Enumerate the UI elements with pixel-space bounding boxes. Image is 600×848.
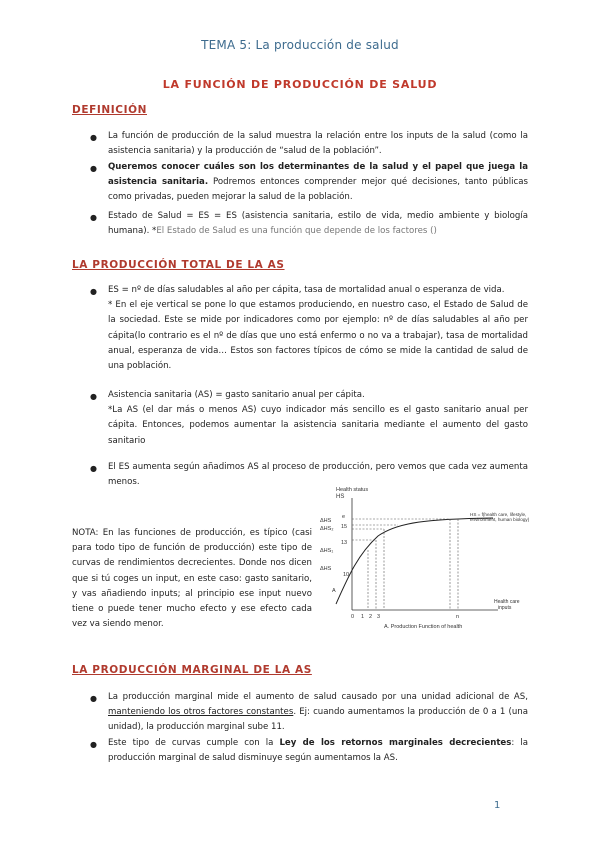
page-number: 1 xyxy=(494,800,501,811)
bullet: ● xyxy=(90,164,97,173)
marginal-paragraph-1 xyxy=(108,690,528,736)
total-p1-definition: ES = nº de días saludables al año per cápita, tasa de mortalidad anual o esperanza de vida. xyxy=(108,285,505,295)
marginal-p2-end: : la producción marginal de salud disminuye según aumentamos la AS. xyxy=(108,738,528,764)
total-p2-explanation: *La AS (el dar más o menos AS) cuyo indicador más sencillo es el gasto sanitario anual per cápita. Entonces, podemos aumentar la asistencia sanitaria mediante el aumento del gasto sanitario xyxy=(108,405,528,446)
def-p2-bold: Queremos conocer cuáles son los determinantes de la salud y el papel que juega la asistencia sanitaria. xyxy=(108,162,528,188)
marginal-p1-end: . Ej: cuando aumentamos la producción de 0 a 1 (una unidad), la producción marginal sube 11. xyxy=(108,707,529,733)
y-label: ΔHS₁ xyxy=(320,548,334,554)
def-p3-note: El Estado de Salud es una función que depende de los factores () xyxy=(156,226,437,237)
section-produccion-marginal: LA PRODUCCIÓN MARGINAL DE LA AS xyxy=(72,664,312,676)
section-produccion-total: LA PRODUCCIÓN TOTAL DE LA AS xyxy=(72,259,285,271)
x-label: n xyxy=(456,614,460,620)
total-paragraph-3: El ES aumenta según añadimos AS al proceso de producción, pero vemos que cada vez aumenta menos. xyxy=(108,462,528,488)
x-label: 0 xyxy=(351,614,355,620)
x-label: 2 xyxy=(369,614,373,620)
marginal-p2-start: Este tipo de curvas cumple con la xyxy=(108,738,280,748)
document-title: LA FUNCIÓN DE PRODUCCIÓN DE SALUD xyxy=(162,78,438,91)
bullet: ● xyxy=(90,213,97,222)
graph-x-title-2: inputs xyxy=(498,605,512,611)
graph-y-title-2: HS xyxy=(336,494,345,500)
section-definicion: DEFINICIÓN xyxy=(72,104,147,116)
def-paragraph-1: La función de producción de la salud muestra la relación entre los inputs de la salud (como la asistencia sanitaria) y la producción de “salud de la población”. xyxy=(108,131,528,157)
bullet: ● xyxy=(90,464,97,473)
curve-label: HS = f(health care, lifestyle, environment, human biology) xyxy=(470,512,530,523)
bullet: ● xyxy=(90,740,97,749)
bullet: ● xyxy=(90,287,97,296)
y-label: ΔHS xyxy=(320,566,332,572)
total-paragraph-2 xyxy=(108,388,528,449)
y-label: ΔHS xyxy=(320,518,332,524)
y-label: e xyxy=(342,514,346,520)
total-p1-explanation: * En el eje vertical se pone lo que estamos produciendo, en nuestro caso, el Estado de Salud de la sociedad. Este se mide por indicadores como por ejemplo: nº de días saludables al año per cápita(lo contrario es el nº de días que uno está enfermo o no va a trabajar), tasa de mortalidad anual, esperanza de vida… Estos son factores típicos de cómo se mide la cantidad de salud de una población. xyxy=(108,300,528,372)
def-paragraph-3 xyxy=(108,209,528,239)
bullet: ● xyxy=(90,694,97,703)
bullet: ● xyxy=(90,133,97,142)
production-function-graph xyxy=(318,482,530,634)
graph-caption: A. Production Function of health xyxy=(384,624,463,630)
y-label: ΔHS₂ xyxy=(320,526,334,532)
marginal-p1-underlined: manteniendo los otros factores constantes xyxy=(108,707,294,718)
def-p2-rest: Podremos entonces comprender mejor qué decisiones, tanto públicas como privadas, pueden mejorar la salud de la población. xyxy=(108,177,528,203)
marginal-p1-start: La producción marginal mide el aumento de salud causado por una unidad adicional de AS, xyxy=(108,692,528,702)
x-label: 1 xyxy=(361,614,365,620)
page-header: TEMA 5: La producción de salud xyxy=(201,38,399,52)
y-label: A xyxy=(332,588,336,594)
graph-y-title-1: Health status xyxy=(336,487,369,493)
y-label: 13 xyxy=(341,540,348,546)
total-p2-definition: Asistencia sanitaria (AS) = gasto sanitario anual per cápita. xyxy=(108,390,365,400)
def-paragraph-2 xyxy=(108,160,528,206)
y-label: 15 xyxy=(341,524,348,530)
def-p3-main: Estado de Salud = ES = ES (asistencia sanitaria, estilo de vida, medio ambiente y biología humana). * xyxy=(108,211,528,237)
graph-x-title-1: Health care xyxy=(494,599,520,605)
marginal-p2-bold: Ley de los retornos marginales decrecientes xyxy=(279,738,512,748)
total-paragraph-1 xyxy=(108,283,528,374)
x-label: 3 xyxy=(377,614,381,620)
nota-paragraph: NOTA: En las funciones de producción, es típico (casi para todo tipo de función de producción) este tipo de curvas de rendimientos decrecientes. Donde nos dicen que si tú coges un input, en este caso: gasto sanitario, y vas añadiendo inputs; al principio ese input nuevo tiene o puede tener mucho efecto y ese efecto cada vez va siendo menor. xyxy=(72,528,312,630)
bullet: ● xyxy=(90,392,97,401)
marginal-paragraph-2 xyxy=(108,736,528,766)
y-label: 10 xyxy=(343,572,350,578)
curve-label-box xyxy=(470,512,530,542)
